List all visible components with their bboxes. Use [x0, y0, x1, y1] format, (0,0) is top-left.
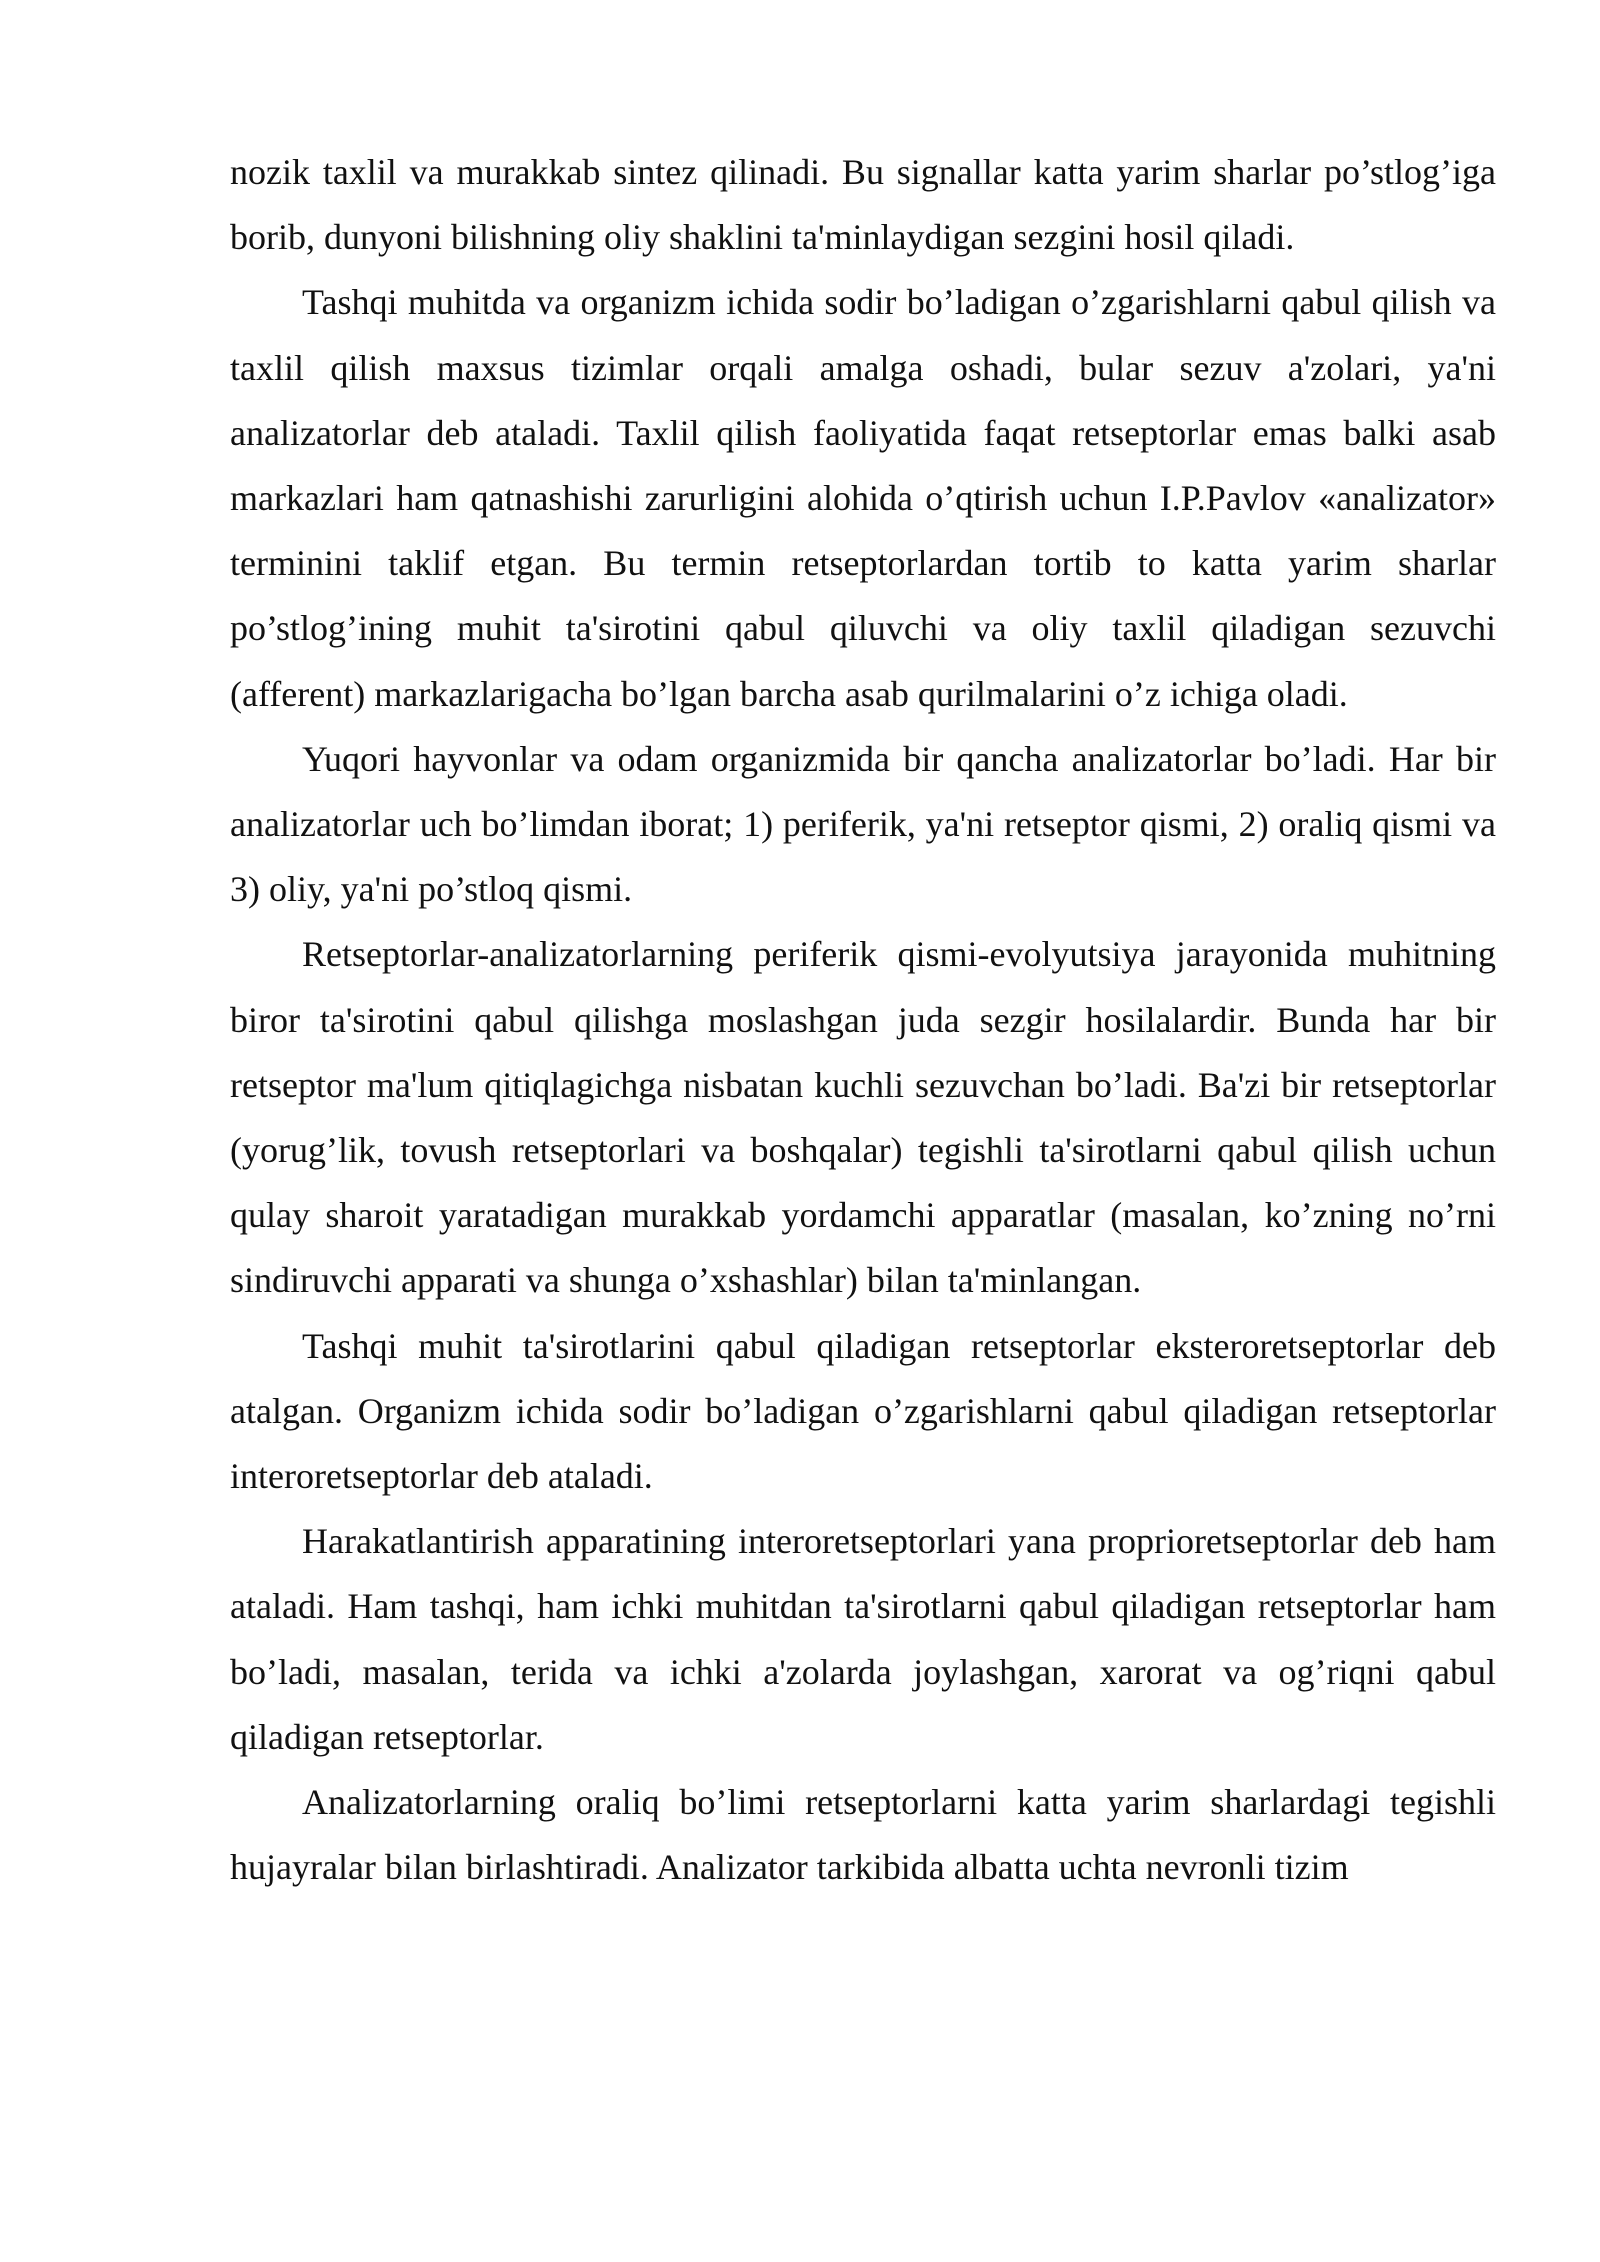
paragraph-continuation: nozik taxlil va murakkab sintez qilinadi. Bu signallar katta yarim sharlar po’stlog’iga borib, dunyoni bilishning oliy shaklini ta'minlaydigan sezgini hosil qiladi.: [230, 152, 1496, 258]
paragraph-intermediate-section: Analizatorlarning oraliq bo’limi retseptorlarni katta yarim sharlardagi tegishli hujayralar bilan birlashtiradi. Analizator tarkibida albatta uchta nevronli tizim: [230, 1782, 1496, 1888]
paragraph-proprioreceptors: Harakatlantirish apparatining interoretseptorlari yana proprioretseptorlar deb ham ataladi. Ham tashqi, ham ichki muhitdan ta'sirotlarni qabul qiladigan retseptorlar ham bo’ladi, masalan, terida va ichki a'zolarda joylashgan, xarorat va og’riqni qabul qiladigan retseptorlar.: [230, 1521, 1496, 1757]
paragraph-analyzers-definition: Tashqi muhitda va organizm ichida sodir bo’ladigan o’zgarishlarni qabul qilish va taxlil qilish maxsus tizimlar orqali amalga oshadi, bular sezuv a'zolari, ya'ni analizatorlar deb ataladi. Taxlil qilish faoliyatida faqat retseptorlar emas balki asab markazlari ham qatnashishi zarurligini alohida o’qtirish uchun I.P.Pavlov «analizator» terminini taklif etgan. Bu termin retseptorlardan tortib to katta yarim sharlar po’stlog’ining muhit ta'sirotini qabul qiluvchi va oliy taxlil qiladigan sezuvchi (afferent) markazlarigacha bo’lgan barcha asab qurilmalarini o’z ichiga oladi.: [230, 282, 1496, 714]
paragraph-extero-interoreceptors: Tashqi muhit ta'sirotlarini qabul qiladigan retseptorlar eksteroretseptorlar deb atalgan. Organizm ichida sodir bo’ladigan o’zgarishlarni qabul qiladigan retseptorlar interoretseptorlar deb ataladi.: [230, 1325, 1496, 1497]
paragraph-receptors-peripheral: Retseptorlar-analizatorlarning periferik qismi-evolyutsiya jarayonida muhitning biror ta'sirotini qabul qilishga moslashgan juda sezgir hosilalardir. Bunda har bir retseptor ma'lum qitiqlagichga nisbatan kuchli sezuvchan bo’ladi. Ba'zi bir retseptorlar (yorug’lik, tovush retseptorlari va boshqalar) tegishli ta'sirotlarni qabul qilish uchun qulay sharoit yaratadigan murakkab yordamchi apparatlar (masalan, ko’zning no’rni sindiruvchi apparati va shunga o’xshashlar) bilan ta'minlangan.: [230, 934, 1496, 1301]
document-page: [230, 140, 1496, 1900]
paragraph-analyzer-parts: Yuqori hayvonlar va odam organizmida bir qancha analizatorlar bo’ladi. Har bir analizatorlar uch bo’limdan iborat; 1) periferik, ya'ni retseptor qismi, 2) oraliq qismi va 3) oliy, ya'ni po’stloq qismi.: [230, 738, 1496, 910]
